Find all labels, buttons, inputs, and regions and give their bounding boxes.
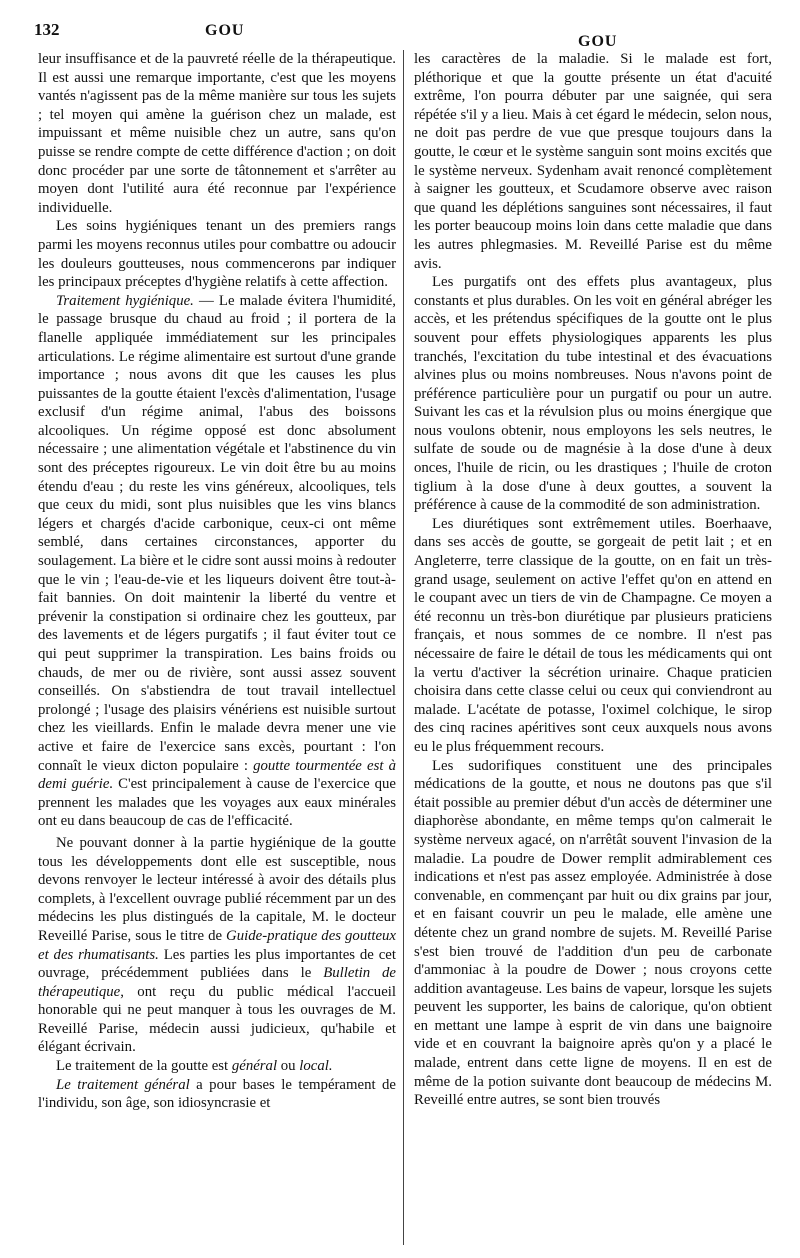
paragraph-text: a pour bases le tempérament de l'individu, son âge, son idiosyncrasie et bbox=[38, 1076, 396, 1112]
paragraph-text: Ne pouvant donner à la partie hygiénique de la goutte tous les développements dont elle est susceptible, nous devons renvoyer le lecteur intéressé à avoir des détails plus complets, à l'excellent ouvrage publié récemment par un des médecins les plus distingués de la capitale, M. le docteur Reveillé Parise, sous le titre de bbox=[38, 834, 396, 944]
paragraph-text: Les parties les plus importantes de cet ouvrage, précédemment publiées dans le bbox=[38, 946, 396, 982]
paragraph-text: , ont reçu du public médical l'accueil honorable qui ne peut manquer à tous les ouvrages de M. Reveillé Parise, médecin aussi judicieux, qu'habile et élégant écrivain. bbox=[38, 983, 396, 1056]
paragraph-hygienic-treatment bbox=[38, 292, 396, 831]
left-column bbox=[38, 50, 396, 1250]
term-general: général bbox=[231, 1058, 278, 1075]
page-number: 132 bbox=[34, 20, 60, 39]
term-local: local. bbox=[299, 1058, 333, 1075]
paragraph-text: ou bbox=[277, 1058, 300, 1075]
section-title-hygienic-treatment: Traitement hygiénique. bbox=[56, 292, 194, 309]
section-title-general-treatment: Le traitement général bbox=[56, 1076, 190, 1093]
running-title-left: GOU bbox=[205, 22, 245, 39]
journal-title: Bulletin de thérapeutique bbox=[38, 965, 396, 1000]
paragraph-hygiene-intro: Les soins hygiéniques tenant un des premiers rangs parmi les moyens reconnus utiles pour combattre ou adoucir les douleurs goutteuses, nous commencerons par indiquer les principaux préceptes d'hygiène relatifs à cette affection. bbox=[38, 218, 396, 291]
paragraph-treatment-types bbox=[38, 1057, 396, 1076]
running-title-right: GOU bbox=[578, 33, 618, 50]
proverb-quote: goutte tourmentée est à demi guérie. bbox=[38, 757, 396, 793]
paragraph-purgatives: Les purgatifs ont des effets plus avantageux, plus constants et plus durables. On les voit en général abréger les accès, et les prétendus spécifiques de la goutte ont le plus souvent pour effets physiologiques apparents les plus tranchés, l'excitation du tube intestinal et des évacuations alvines plus ou moins nombreuses. Nous n'avons point de préférence particulière pour un purgatif ou pour un autre. Suivant les cas et la révulsion plus ou moins énergique que nous voulons obtenir, nous employons les sels neutres, le sulfate de soude ou de magnésie à la dose d'une à deux onces, l'huile de ricin, ou les drastiques ; l'huile de croton tiglium à la dose d'une à deux gouttes, a souvent la préférence à cause de la commodité de son administration. bbox=[414, 274, 772, 514]
paragraph-text: — Le malade évitera l'humidité, le passage brusque du chaud au froid ; il portera de la flanelle appliquée immédiatement sur les principales articulations. Le régime alimentaire est surtout d'une grande importance ; nous avons dit que les causes les plus puissantes de la goutte étaient l'excès d'alimentation, l'usage exclusif d'un régime animal, l'abus des boissons alcooliques. Un régime opposé est donc absolument nécessaire ; une alimentation végétale et l'abstinence du vin sont des préceptes rigoureux. Le vin doit être bu au moins étendu d'eau ; du reste les vins généreux, alcooliques, tels que ceux du midi, sont plus nuisibles que les vins blancs légers et chargés d'acide carbonique, ceux-ci ont même semblé, dans certaines circonstances, apporter du soulagement. La bière et le cidre sont aussi moins à redouter que le vin ; l'eau-de-vie et les liqueurs doivent être tout-à-fait bannies. On doit maintenir la liberté du ventre et prévenir la constipation si ordinaire chez les goutteux, par des lavements et de légers purgatifs ; il faut éviter tout ce qui peut supprimer la transpiration. Les bains froids ou chauds, de mer ou de rivière, sont aussi assez souvent conseillés. On s'abstiendra de tout travail intellectuel prolongé ; l'usage des plaisirs vénériens est nuisible surtout chez les vieillards. Enfin le malade devra mener une vie active et faire de l'exercice sans excès, pourtant : l'on connaît le vieux dicton populaire : bbox=[38, 292, 396, 774]
column-divider bbox=[403, 50, 404, 1245]
right-column bbox=[414, 50, 772, 1250]
paragraph-general-treatment bbox=[38, 1076, 396, 1113]
paragraph-sudorifics: Les sudorifiques constituent une des principales médications de la goutte, et nous ne doutons pas que s'il était possible au premier début d'un accès de déterminer une diaphorèse abondante, en même temps qu'on calmerait le système nerveux agacé, on n'arrêtât souvent l'invasion de la maladie. La poudre de Dower remplit admirablement ces indications et n'est pas assez employée. Administrée à dose convenable, en commençant par huit ou dix grains par jour, et en faisant couvrir un peu le malade, elle amène une détente chez un grand nombre de sujets. M. Reveillé Parise s'est bien trouvé de l'addition d'un peu de carbonate d'ammoniac à la poudre de Dower ; nous croyons cette addition avantageuse. Les bains de vapeur, lorsque les sujets peuvent les supporter, les bains de calorique, qu'on obtient en mettant une lampe à esprit de vin dans une baignoire vide et en couvrant la baignoire après qu'on y a placé le malade, entrent dans cette ligne de moyens. Il en est de même de la potion suivante dont beaucoup de médecins M. Reveillé entre autres, se sont bien trouvés bbox=[414, 757, 772, 1109]
paragraph-reference bbox=[38, 834, 396, 1057]
book-title: Guide-pratique des goutteux et des rhumatisants. bbox=[38, 927, 396, 963]
paragraph-text: C'est principalement à cause de l'exercice que prennent les malades que les voyages aux eaux minérales ont eu dans beaucoup de cas de l'efficacité. bbox=[38, 776, 396, 830]
paragraph-text: Le traitement de la goutte est bbox=[56, 1058, 232, 1075]
paragraph-continuation: leur insuffisance et de la pauvreté réelle de la thérapeutique. Il est aussi une remarque importante, c'est que les moyens vantés n'agissent pas de la même manière sur tous les sujets ; tel moyen qui amène la guérison chez un malade, est impuissant et même nuisible chez un autre, sans qu'on puisse se rendre compte de cette différence d'action ; on doit donc procéder par une sorte de tâtonnement et s'arrêter au moyen dont l'utilité aura été reconnue par l'expérience individuelle. bbox=[38, 51, 396, 216]
paragraph-bleeding: les caractères de la maladie. Si le malade est fort, pléthorique et que la goutte présente un état d'acuité extrême, l'on pourra débuter par une saignée, qui sera répétée s'il y a lieu. Mais à cet égard le médecin, selon nous, ne doit pas perdre de vue que presque toujours dans la goutte, le cœur et le système sanguin sont moins excités que le système nerveux. Sydenham avait renoncé complètement à saigner les goutteux, et Scudamore observe avec raison que quand les déplétions sanguines sont nécessaires, il faut les porter beaucoup moins loin dans cette maladie que dans les autres phlegmasies. M. Reveillé Parise est du même avis. bbox=[414, 51, 772, 272]
paragraph-diuretics: Les diurétiques sont extrêmement utiles. Boerhaave, dans ses accès de goutte, se gorgeait de petit lait ; et en Angleterre, terre classique de la goutte, on en fait un très-grand usage, seulement on active l'effet qu'on en attend en le coupant avec un tiers de vin de Champagne. Ce moyen a été reconnu un très-bon diurétique par plusieurs praticiens français, et nous sommes de ce nombre. Il n'est pas nécessaire de faire le détail de tous les médicaments qui ont la vertu d'activer la sécrétion urinaire. Chaque praticien choisira dans cette classe celui ou ceux qui conviendront au malade. L'acétate de potasse, l'oximel colchique, le sirop des cinq racines apéritives sont ceux auxquels nous avons eu le plus fréquemment recours. bbox=[414, 515, 772, 755]
